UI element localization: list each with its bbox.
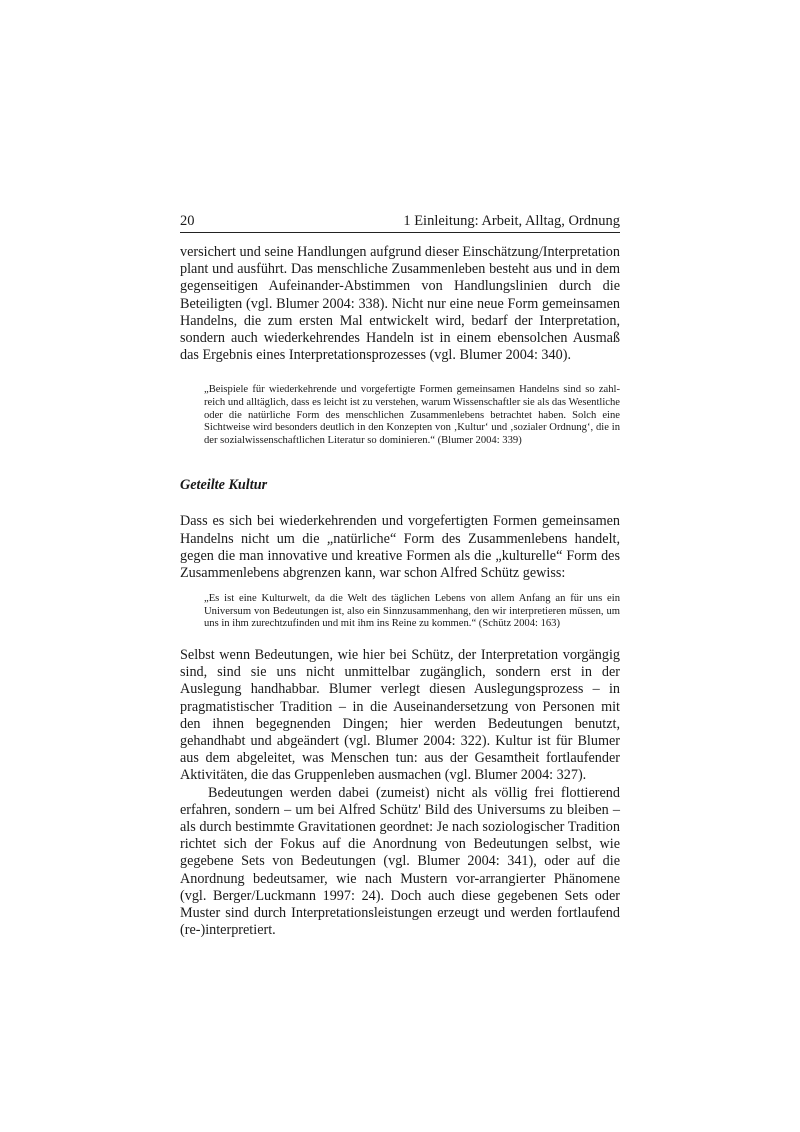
block-quote: „Beispiele für wiederkehrende und vorgefertigte Formen gemeinsamen Handelns sind so zahlreich und alltäglich, dass es leicht ist zu verstehen, warum Wissenschaftler sie als das Wesentliche oder die natürliche Form des menschlichen Zusammenlebens betrachtet haben. Solch eine Sichtweise wird besonders deutlich in den Konzepten von ‚Kultur‘ und ‚sozialer Ordnung‘, die in der sozialwissenschaftlichen Literatur so dominieren.“ (Blumer 2004: 339) xyxy=(204,384,620,446)
page-body xyxy=(180,244,620,939)
body-paragraph: Selbst wenn Bedeutungen, wie hier bei Schütz, der Interpretation vorgängig sind, sind sie uns nicht unmittelbar zugänglich, sondern erst in der Auslegung handhabbar. Blumer verlegt diesen Auslegungsprozess – in pragmatistischer Tradition – in die Auseinandersetzung von Personen mit den ihnen begegnenden Dingen; hier werden Bedeutungen benutzt, gehandhabt und abgeändert (vgl. Blumer 2004: 322). Kultur ist für Blumer aus dem abgeleitet, was Menschen tun: aus der Gesamtheit fortlaufender Aktivitäten, die das Gruppenleben ausmachen (vgl. Blumer 2004: 327). xyxy=(180,646,620,784)
page-number: 20 xyxy=(180,213,195,229)
running-head-title: 1 Einleitung: Arbeit, Alltag, Ordnung xyxy=(403,213,620,229)
running-header xyxy=(180,210,620,233)
body-paragraph: versichert und seine Handlungen aufgrund dieser Einschätzung/Interpretation plant und ausführt. Das menschliche Zusammenleben besteht aus und in dem gegenseitigen Aufeinander-Abstimmen von Handlungslinien durch die Beteiligten (vgl. Blumer 2004: 338). Nicht nur eine neue Form gemeinsamen Handelns, die zum ersten Mal entwickelt wird, bedarf der Interpretation, sondern auch wiederkehrendes Handeln ist in einem ebensolchen Ausmaß das Ergebnis eines Interpretationsprozesses (vgl. Blumer 2004: 340). xyxy=(180,244,620,364)
block-quote: „Es ist eine Kulturwelt, da die Welt des täglichen Lebens von allem Anfang an für uns ein Universum von Bedeutungen ist, also ein Sinnzusammenhang, den wir interpretieren müssen, um uns in ihm zurechtzufinden und mit ihm ins Reine zu kommen.“ (Schütz 2004: 163) xyxy=(204,593,620,630)
body-paragraph: Bedeutungen werden dabei (zumeist) nicht als völlig frei flottierend erfahren, sondern – um bei Alfred Schütz' Bild des Universums zu bleiben – als durch bestimmte Gravitationen geordnet: Je nach soziologischer Tradition richtet sich der Fokus auf die Anordnung von Bedeutungen selbst, wie gegebene Sets von Bedeutungen (vgl. Blumer 2004: 341), oder auf die Anordnung bedeutsamer, wie nach Mustern vor-arrangierter Phänomene (vgl. Berger/Luckmann 1997: 24). Doch auch diese gegebenen Sets oder Muster sind durch Interpretationsleistungen erzeugt und werden fortlaufend (re-)interpretiert. xyxy=(180,784,620,939)
section-heading: Geteilte Kultur xyxy=(180,477,268,494)
body-paragraph: Dass es sich bei wiederkehrenden und vorgefertigten Formen gemeinsamen Handelns nicht um die „natürliche“ Form des Zusammenlebens handelt, gegen die man innovative und kreative Formen als die „kulturelle“ Form des Zusammenlebens abgrenzen kann, war schon Alfred Schütz gewiss: xyxy=(180,513,620,581)
